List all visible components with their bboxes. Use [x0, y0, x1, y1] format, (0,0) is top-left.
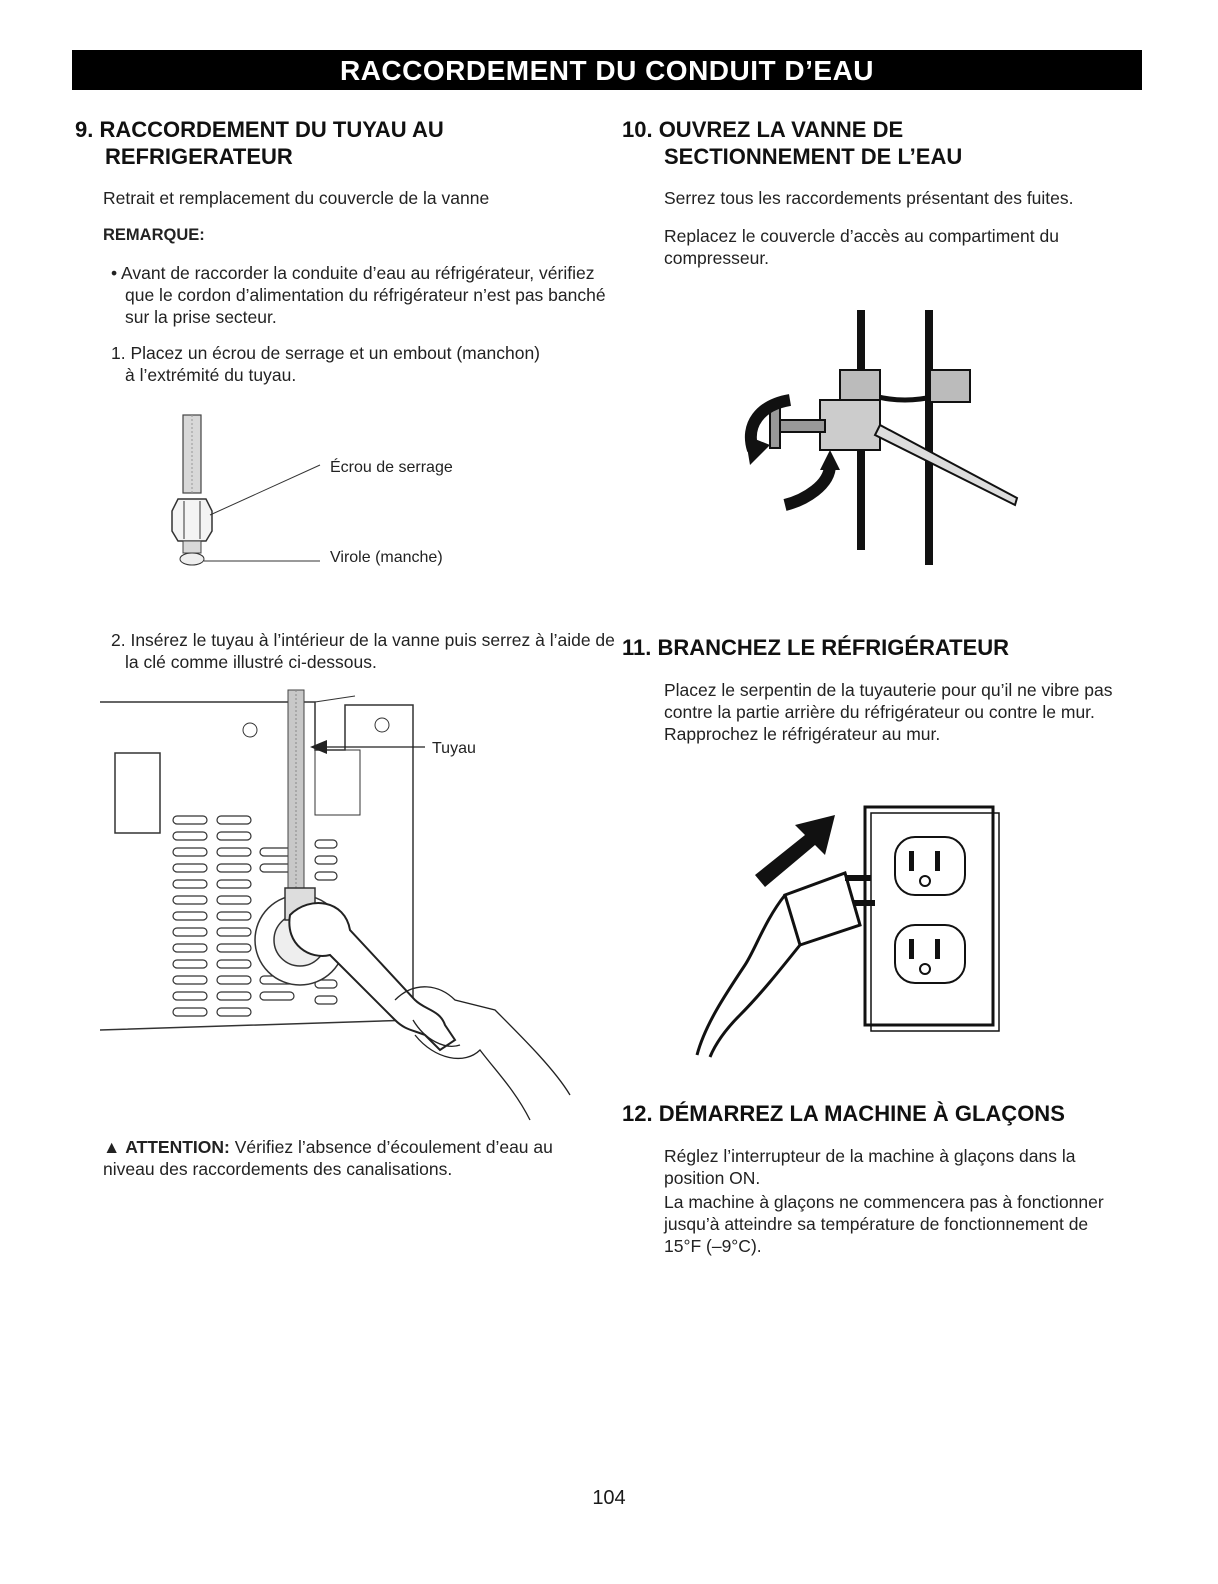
section-banner: RACCORDEMENT DU CONDUIT D’EAU [72, 50, 1142, 90]
wrench-valve-illustration [95, 690, 585, 1130]
attention-text: Vérifiez l’absence d’écoulement d’eau au niveau des raccordements des canalisations. [103, 1137, 553, 1179]
label-tube: Tuyau [432, 740, 476, 757]
attention-label: ATTENTION: [125, 1137, 230, 1157]
nut-ferrule-illustration [170, 415, 330, 575]
section-9-title-line2: REFRIGERATEUR [105, 144, 293, 169]
shutoff-valve-illustration [745, 310, 1035, 570]
section-10-title-line2: SECTIONNEMENT DE L’EAU [664, 144, 963, 169]
s9-step-1: 1. Placez un écrou de serrage et un embout (manchon) à l’extrémité du tuyau. [111, 343, 540, 385]
section-11-title: 11. BRANCHEZ LE RÉFRIGÉRATEUR [622, 635, 1010, 660]
s9-remark-label: REMARQUE: [103, 226, 205, 244]
warning-icon: ▲ [103, 1137, 121, 1157]
s10-p2: Replacez le couvercle d’accès au compartiment du compresseur. [664, 226, 1059, 268]
s9-remark-bullet: • Avant de raccorder la conduite d’eau au réfrigérateur, vérifiez que le cordon d’alimentation du réfrigérateur n’est pas banché sur la prise secteur. [111, 263, 606, 327]
section-10-title-line1: 10. OUVREZ LA VANNE DE [622, 117, 904, 142]
s10-p1: Serrez tous les raccordements présentant des fuites. [664, 188, 1074, 208]
label-nut: Écrou de serrage [330, 459, 453, 476]
s12-p2: La machine à glaçons ne commencera pas à fonctionner jusqu’à atteindre sa température de fonctionnement de 15°F (–9°C). [664, 1192, 1104, 1256]
s9-intro: Retrait et remplacement du couvercle de la vanne [103, 188, 490, 208]
s12-p1: Réglez l’interrupteur de la machine à glaçons dans la position ON. [664, 1146, 1076, 1188]
s9-step-2: 2. Insérez le tuyau à l’intérieur de la vanne puis serrez à l’aide de la clé comme illustré ci-dessous. [111, 630, 615, 672]
section-10-title [622, 116, 962, 170]
plug-outlet-illustration [685, 795, 1005, 1060]
section-9-title [75, 116, 444, 170]
label-ferrule: Virole (manche) [330, 549, 443, 566]
page-number: 104 [592, 1487, 626, 1509]
section-12-title: 12. DÉMARREZ LA MACHINE À GLAÇONS [622, 1101, 1065, 1126]
section-9-title-line1: 9. RACCORDEMENT DU TUYAU AU [75, 117, 444, 142]
s9-attention [103, 1136, 588, 1180]
s11-p1: Placez le serpentin de la tuyauterie pour qu’il ne vibre pas contre la partie arrière du réfrigérateur ou contre le mur. Rapprochez le réfrigérateur au mur. [664, 680, 1113, 744]
